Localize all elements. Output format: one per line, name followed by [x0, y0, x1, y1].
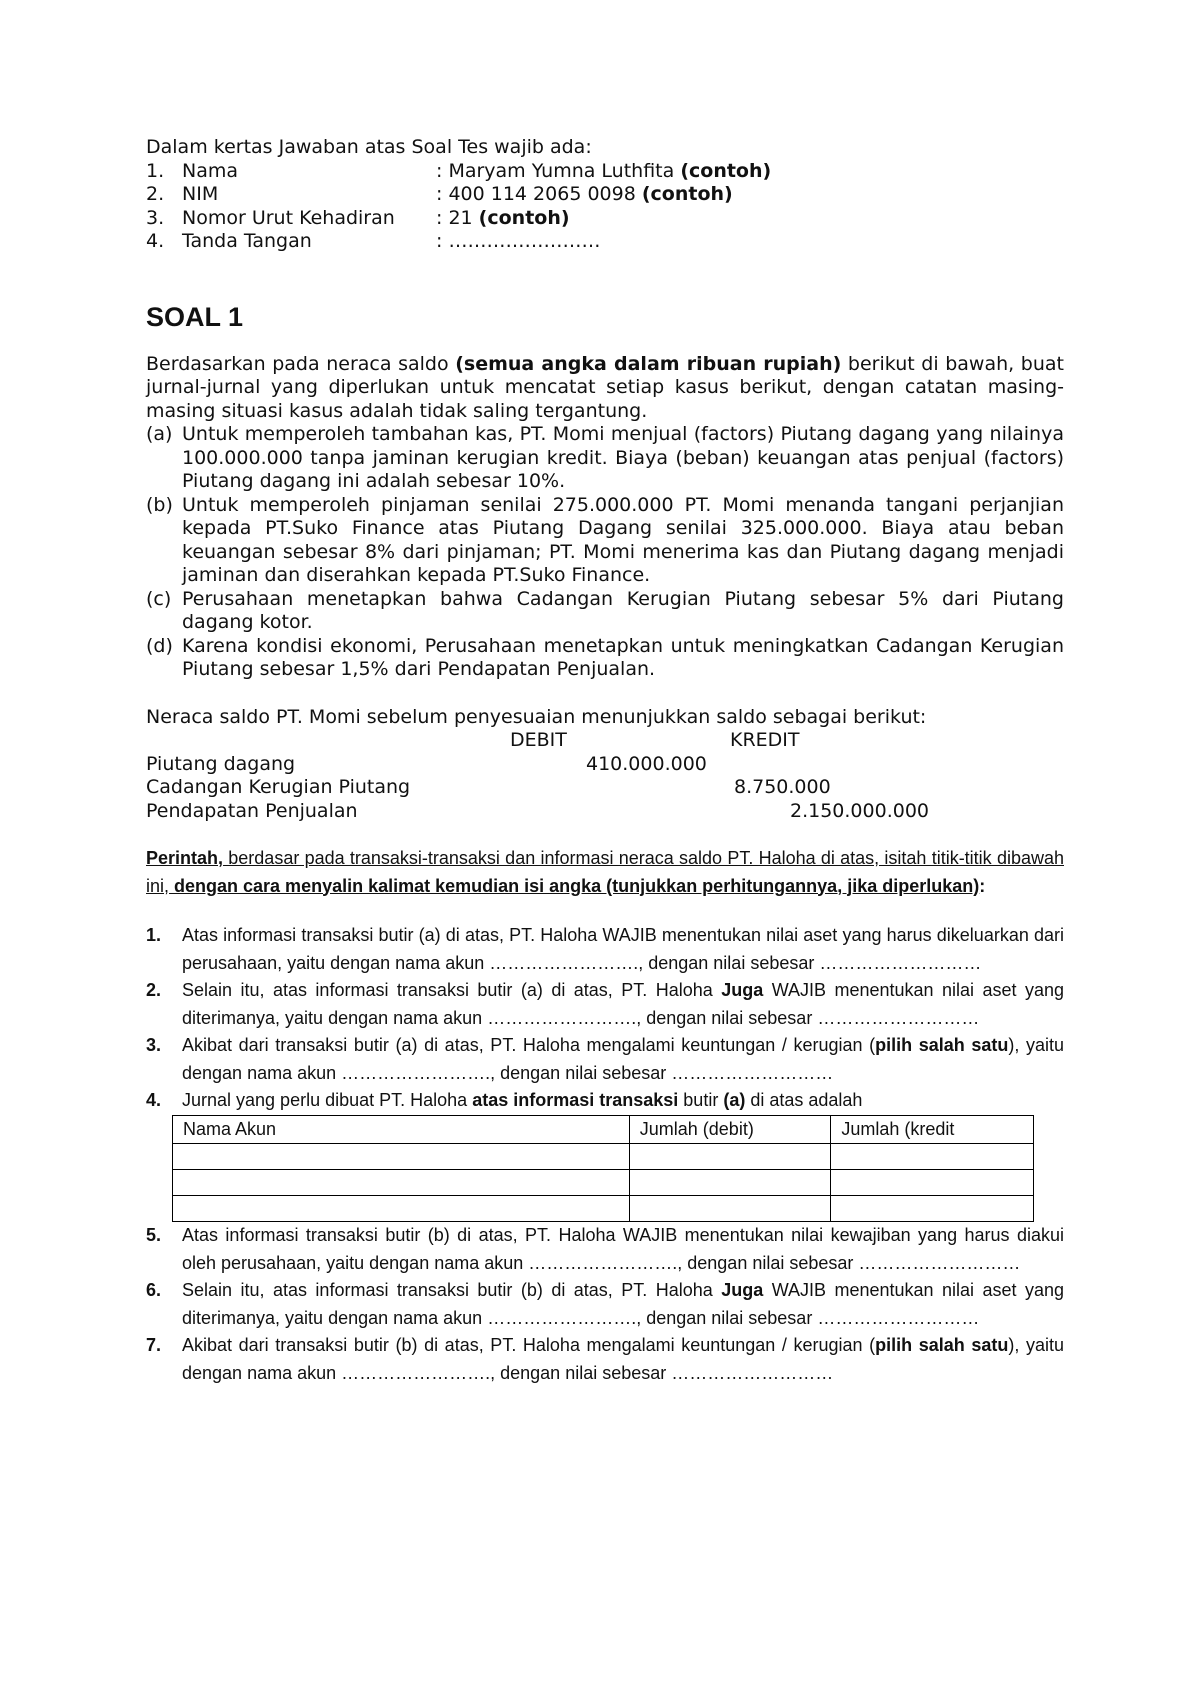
question-number: 1. — [146, 925, 162, 945]
question-item — [146, 1087, 1064, 1115]
question-number: 5. — [146, 1225, 162, 1245]
case-label: (d) — [146, 634, 173, 657]
field-note: (contoh) — [680, 159, 772, 182]
trial-balance-intro: Neraca saldo PT. Momi sebelum penyesuaian menunjukkan saldo sebagai berikut: — [146, 705, 927, 728]
credit-value: 2.150.000.000 — [790, 799, 930, 822]
case-item — [146, 423, 1064, 494]
case-text: Karena kondisi ekonomi, Perusahaan menetapkan untuk meningkatkan Cadangan Kerugian Piutang sebesar 1,5% dari Pendapatan Penjualan. — [182, 634, 1064, 680]
header-field-attendance — [146, 207, 1064, 231]
account-name: Cadangan Kerugian Piutang — [146, 776, 411, 798]
question-item — [146, 922, 1064, 977]
field-note: (contoh) — [478, 206, 570, 229]
field-value: : 400 114 2065 0098 — [436, 183, 636, 205]
intro-text: Dalam kertas Jawaban atas Soal Tes wajib ada: — [146, 136, 592, 158]
question-number: 6. — [146, 1280, 162, 1300]
question-item — [146, 977, 1064, 1032]
question-text: Jurnal yang perlu dibuat PT. Haloha atas informasi transaksi butir (a) di atas adalah — [182, 1090, 863, 1110]
intro-paragraph — [146, 353, 1064, 424]
case-text: Untuk memperoleh pinjaman senilai 275.000.000 PT. Momi menanda tangani perjanjian kepada PT.Suko Finance atas Piutang Dagang senilai 325.000.000. Biaya atau beban keuangan sebesar 8% dari pinjaman; PT. Momi menerima kas dan Piutang dagang menjadi jaminan dan diserahkan kepada PT.Suko Finance. — [182, 493, 1064, 586]
field-label: Tanda Tangan — [182, 230, 312, 252]
field-number: 1. — [146, 159, 165, 182]
table-cell[interactable] — [831, 1144, 1034, 1170]
account-name: Piutang dagang — [146, 752, 296, 775]
question-text: Akibat dari transaksi butir (b) di atas, PT. Haloha mengalami keuntungan / kerugian (pilih salah satu), yaitu dengan nama akun ……………………., dengan nilai sebesar ……………………… — [182, 1335, 1064, 1383]
field-label: Nomor Urut Kehadiran — [182, 206, 395, 229]
paragraph-text: berikut di bawah, buat jurnal-jurnal yang diperlukan untuk mencatat setiap kasus berikut, dengan catatan masing-masing situasi kasus adalah tidak saling tergantung. — [146, 352, 1064, 422]
case-text: Untuk memperoleh tambahan kas, PT. Momi menjual (factors) Piutang dagang yang nilainya 100.000.000 tanpa jaminan kerugian kredit. Biaya (beban) keuangan atas penjual (factors) Piutang dagang ini adalah sebesar 10%. — [182, 423, 1064, 492]
field-number: 3. — [146, 206, 165, 229]
field-number: 2. — [146, 183, 165, 205]
table-cell[interactable] — [831, 1170, 1034, 1196]
question-number: 2. — [146, 980, 162, 1000]
table-cell[interactable] — [629, 1170, 831, 1196]
instruction-text: berdasar pada transaksi-transaksi dan informasi neraca saldo PT. Haloha di atas, isitah titik-titik dibawah ini, — [146, 848, 1064, 896]
credit-header: KREDIT — [730, 729, 800, 751]
table-cell[interactable] — [831, 1196, 1034, 1222]
trial-balance-row — [146, 776, 1064, 800]
table-row — [173, 1196, 1034, 1222]
page-title: SOAL 1 — [146, 301, 244, 332]
question-item — [146, 1032, 1064, 1087]
trial-balance-header — [146, 729, 1064, 753]
table-cell[interactable] — [629, 1196, 831, 1222]
field-value: : 21 — [436, 206, 473, 229]
case-text: Perusahaan menetapkan bahwa Cadangan Kerugian Piutang sebesar 5% dari Piutang dagang kotor. — [182, 587, 1064, 633]
trial-balance — [146, 729, 1064, 823]
journal-table — [172, 1115, 1034, 1223]
field-value: : …………………… — [436, 230, 601, 252]
question-text: Atas informasi transaksi butir (b) di atas, PT. Haloha WAJIB menentukan nilai kewajiban yang harus diakui oleh perusahaan, yaitu dengan nama akun ……………………., dengan nilai sebesar ……………………… — [182, 1225, 1064, 1273]
case-item — [146, 588, 1064, 635]
column-header: Nama Akun — [173, 1115, 630, 1144]
trial-balance-row — [146, 753, 1064, 777]
table-row — [173, 1170, 1034, 1196]
case-label: (c) — [146, 587, 172, 610]
account-name: Pendapatan Penjualan — [146, 799, 358, 822]
question-text: Selain itu, atas informasi transaksi butir (a) di atas, PT. Haloha Juga WAJIB menentukan nilai aset yang diterimanya, yaitu dengan nama akun ……………………., dengan nilai sebesar ……………………… — [182, 980, 1064, 1028]
question-text: Selain itu, atas informasi transaksi butir (b) di atas, PT. Haloha Juga WAJIB menentukan nilai aset yang diterimanya, yaitu dengan nama akun ……………………., dengan nilai sebesar ……………………… — [182, 1280, 1064, 1328]
column-header: Jumlah (debit) — [629, 1115, 831, 1144]
trial-balance-row — [146, 800, 1064, 824]
case-label: (a) — [146, 423, 173, 445]
question-item — [146, 1222, 1064, 1277]
table-cell[interactable] — [173, 1196, 630, 1222]
question-text: Akibat dari transaksi butir (a) di atas, PT. Haloha mengalami keuntungan / kerugian (pilih salah satu), yaitu dengan nama akun ……………………., dengan nilai sebesar ……………………… — [182, 1035, 1064, 1083]
table-row — [173, 1144, 1034, 1170]
question-text: Atas informasi transaksi butir (a) di atas, PT. Haloha WAJIB menentukan nilai aset yang harus dikeluarkan dari perusahaan, yaitu dengan nama akun ……………………., dengan nilai sebesar ……………………… — [182, 925, 1064, 973]
table-cell[interactable] — [173, 1144, 630, 1170]
question-item — [146, 1332, 1064, 1387]
header-field-name — [146, 160, 1064, 184]
table-cell[interactable] — [173, 1170, 630, 1196]
header-fields — [146, 160, 1064, 254]
question-list — [146, 922, 1064, 1387]
header-field-nim — [146, 183, 1064, 207]
debit-header: DEBIT — [510, 729, 567, 751]
case-label: (b) — [146, 493, 173, 516]
debit-value: 410.000.000 — [586, 752, 707, 775]
question-number: 7. — [146, 1335, 162, 1355]
instruction-lead: Perintah, — [146, 848, 224, 868]
table-header-row — [173, 1115, 1034, 1144]
field-value: : Maryam Yumna Luthfita — [436, 159, 675, 182]
field-label: NIM — [182, 183, 219, 205]
question-item — [146, 1277, 1064, 1332]
header-field-signature — [146, 230, 1064, 254]
instruction-paragraph — [146, 845, 1064, 900]
instruction-end: : — [979, 875, 986, 896]
document-page — [146, 136, 1064, 1387]
instruction-emphasis: dengan cara menyalin kalimat kemudian isi angka (tunjukkan perhitungannya, jika diperlukan) — [169, 875, 980, 896]
question-number: 3. — [146, 1035, 162, 1055]
case-item — [146, 635, 1064, 682]
question-number: 4. — [146, 1090, 162, 1110]
column-header: Jumlah (kredit — [831, 1115, 1034, 1144]
credit-value: 8.750.000 — [734, 776, 831, 798]
paragraph-text: Berdasarkan pada neraca saldo — [146, 352, 456, 375]
field-note: (contoh) — [641, 183, 733, 205]
field-label: Nama — [182, 159, 239, 182]
case-list — [146, 423, 1064, 682]
paragraph-emphasis: (semua angka dalam ribuan rupiah) — [455, 352, 842, 375]
field-number: 4. — [146, 230, 165, 252]
case-item — [146, 494, 1064, 588]
table-cell[interactable] — [629, 1144, 831, 1170]
